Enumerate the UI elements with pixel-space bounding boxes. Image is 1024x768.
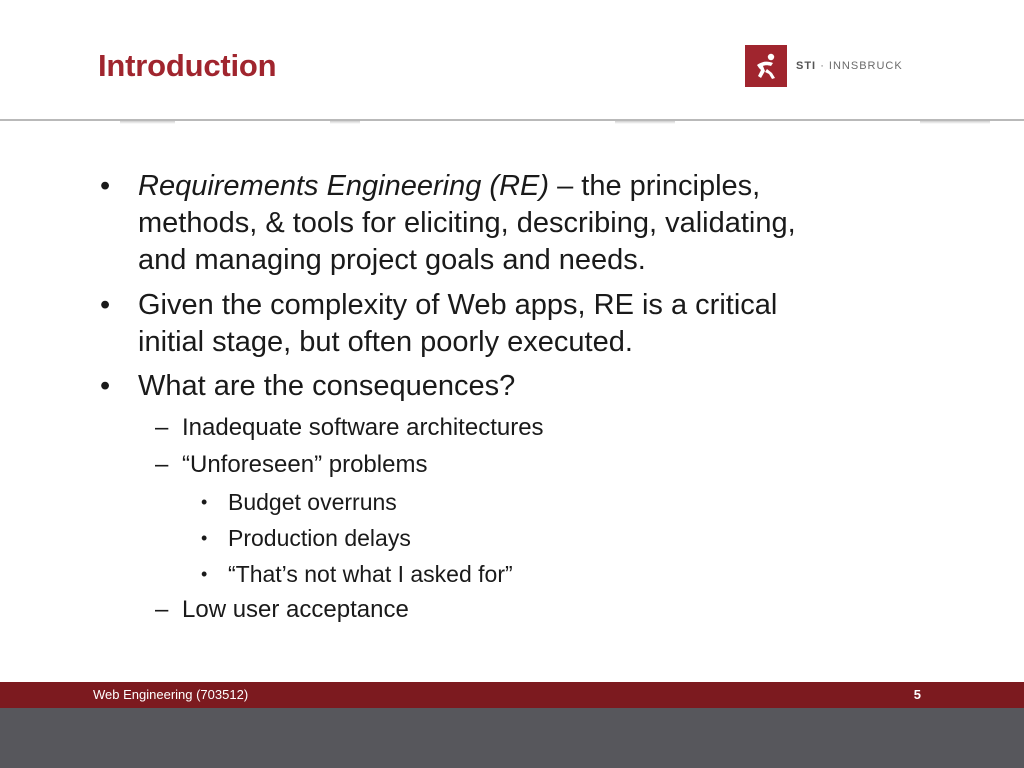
sub-bullet-item [155, 413, 855, 443]
sub-sub-bullet-text: “That’s not what I asked for” [228, 561, 513, 587]
divider-shadow [330, 121, 360, 124]
footer-course-title: Web Engineering (703512) [93, 687, 249, 702]
sub-bullet-text: Inadequate software architectures [182, 414, 544, 441]
sub-sub-bullet-item [201, 559, 801, 589]
bullet-text [138, 168, 903, 205]
sub-sub-bullet-item [201, 487, 801, 517]
slide-header [0, 0, 1024, 120]
sub-sub-bullet-marker: • [201, 528, 208, 548]
bullet-text-line: methods, & tools for eliciting, describing, validating, [138, 207, 796, 239]
bullet-emphasis: Requirements Engineering (RE) [138, 170, 550, 202]
bullet-text-line: – the principles, [549, 170, 761, 202]
sub-bullet-text: “Unforeseen” problems [182, 451, 428, 478]
bullet-text-line: initial stage, but often poorly executed. [138, 326, 633, 358]
sub-sub-bullet-text: Production delays [228, 525, 411, 551]
divider-shadow [920, 121, 990, 124]
sub-bullet-marker: – [155, 414, 169, 441]
logo-brand: STI [796, 60, 817, 72]
logo-place: INNSBRUCK [828, 60, 903, 72]
sti-innsbruck-logo [745, 45, 903, 87]
divider-shadow [615, 121, 675, 124]
bottom-band [0, 708, 1024, 768]
page-number: 5 [913, 687, 921, 702]
sub-bullet-item [155, 450, 855, 480]
slide-title: Introduction [98, 48, 277, 83]
bullet-item [100, 368, 903, 405]
sub-sub-bullet-item [201, 523, 801, 553]
sti-person-icon [745, 45, 787, 87]
bullet-text-line: and managing project goals and needs. [138, 244, 646, 276]
sub-sub-bullet-text: Budget overruns [228, 489, 397, 515]
bullet-marker: • [100, 289, 111, 321]
bullet-text-line: Given the complexity of Web apps, RE is a critical [138, 289, 778, 321]
sub-sub-bullet-marker: • [201, 492, 208, 512]
logo-wordmark [796, 60, 903, 72]
footer-bar [0, 682, 1024, 708]
sub-bullet-text: Low user acceptance [182, 596, 409, 623]
sub-bullet-marker: – [155, 596, 169, 623]
bullet-marker: • [100, 370, 111, 402]
divider-shadow [120, 121, 175, 124]
sub-bullet-marker: – [155, 451, 169, 478]
sub-bullet-item [155, 595, 855, 625]
logo-separator: · [820, 60, 825, 72]
bullet-marker: • [100, 170, 111, 202]
bullet-item [100, 168, 903, 279]
bullet-item [100, 287, 903, 361]
sub-sub-bullet-marker: • [201, 564, 208, 584]
bullet-text-line: What are the consequences? [138, 370, 516, 402]
